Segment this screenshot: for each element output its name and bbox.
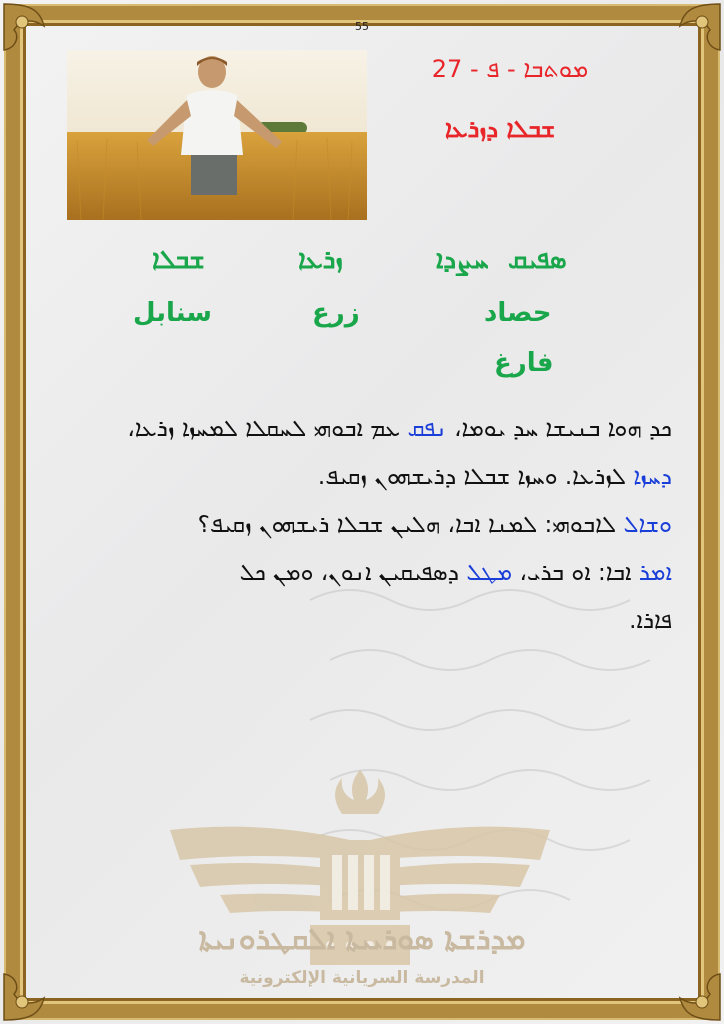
story-fragment: ܐܒܐ: ܐܘ ܒܪܝ، xyxy=(512,560,639,586)
vocab-arabic-word: فارغ xyxy=(494,348,554,378)
lesson-heading: ܡܘܬܒܐ - ܦ - 27 xyxy=(431,55,589,83)
corner-ornament-icon xyxy=(654,0,724,70)
vocab-syriac-word: ܙܪܥܐ xyxy=(298,245,343,275)
vocab-syriac-word: ܣܦܝܩ xyxy=(508,245,567,275)
corner-ornament-icon xyxy=(0,0,70,70)
vocab-arabic-word: زرع xyxy=(312,298,360,328)
story-text xyxy=(92,405,672,645)
watermark-syriac-name: ܡܕܪܫܬܐ ܣܘܪܝܝܬܐ ܐܠܩܛܪܘܢܝܬܐ xyxy=(198,922,526,957)
story-fragment-highlight: ܢܦܩ xyxy=(407,416,447,442)
story-fragment: ܠܙܪܥܐ. ܘܚܙܐ ܫܒܠܐ ܕܪܝܫܗܘܢ ܙܩܝܦ. xyxy=(317,464,634,490)
watermark-arabic-name: المدرسة السريانية الإلكترونية xyxy=(239,968,485,988)
story-fragment: ܕܣܦܝܩܝܢ ܐܢܘܢ، ܘܡܢ ܟܠ xyxy=(239,560,467,586)
boy-in-wheat-field-photo xyxy=(67,50,367,220)
lesson-title: ܫܒܠܐ ܕܙܪܥܐ xyxy=(444,115,556,143)
vocab-syriac-word: ܫܒܠܐ xyxy=(152,245,205,275)
vocab-syriac-word: ܚܨܕܐ xyxy=(436,245,489,275)
vocab-arabic-word: سنابل xyxy=(133,298,212,328)
page-number: 55 xyxy=(355,20,369,33)
corner-ornament-icon xyxy=(654,954,724,1024)
story-fragment-highlight: ܐܡܪ xyxy=(638,560,672,586)
story-fragment-highlight: ܡܛܠ xyxy=(466,560,513,586)
story-fragment-highlight: ܕܚܙܐ xyxy=(633,464,672,490)
vocab-arabic-word: حصاد xyxy=(484,298,552,328)
story-fragment: ܟܕ ܗܘܐ ܒܢܝܫܐ ܚܕ ܝܘܡܐ، xyxy=(446,416,672,442)
story-line xyxy=(92,453,672,501)
story-line xyxy=(92,549,672,597)
corner-ornament-icon xyxy=(0,954,70,1024)
story-fragment: ܦܐܪܐ. xyxy=(629,608,672,634)
story-fragment-highlight: ܘܫܐܠ xyxy=(623,512,672,538)
story-line xyxy=(92,597,672,645)
story-line xyxy=(92,405,672,453)
winged-emblem-watermark-icon xyxy=(170,760,550,1000)
story-line xyxy=(92,501,672,549)
story-fragment: ܥܡ ܐܒܘܗܝ ܠܚܩܠܐ ܠܡܚܙܐ ܙܪܥܐ، xyxy=(127,416,408,442)
story-fragment: ܠܐܒܘܗܝ: ܠܡܢܐ ܐܒܐ، ܗܠܝܢ ܫܒܠܐ ܪܝܫܗܘܢ ܙܩܝܦ؟ xyxy=(197,512,624,538)
